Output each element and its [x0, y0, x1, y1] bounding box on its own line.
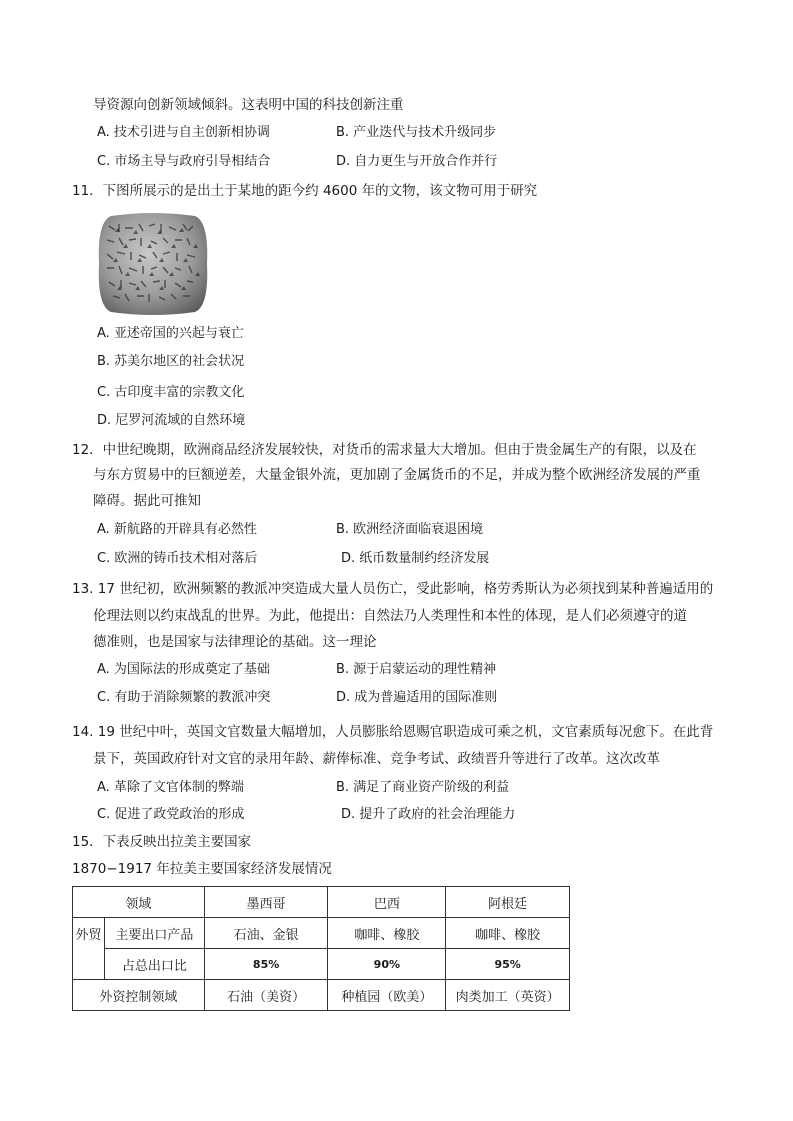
- table-row: [73, 949, 570, 980]
- q13-option-b: B. 源于启蒙运动的理性精神: [336, 662, 497, 677]
- q14-option-b: B. 满足了商业资产阶级的利益: [336, 780, 510, 795]
- q11-option-d: D. 尼罗河流域的自然环境: [97, 413, 246, 428]
- header-country: 阿根廷: [446, 887, 570, 918]
- table-row: [73, 980, 570, 1011]
- table-cell: 咖啡、橡胶: [328, 918, 446, 949]
- header-country: 墨西哥: [204, 887, 328, 918]
- q12-stem-line1: 12．中世纪晚期，欧洲商品经济发展较快，对货币的需求量大大增加。但由于贵金属生产的有限，以及在: [72, 442, 697, 458]
- table-cell: 石油、金银: [204, 918, 328, 949]
- table-cell: 种植园（欧美）: [328, 980, 446, 1011]
- q13-stem-line1: 13. 17 世纪初，欧洲频繁的教派冲突造成大量人员伤亡，受此影响，格劳秀斯认为必须找到某种普遍适用的: [72, 581, 714, 597]
- q12-stem-line3: 障碍。据此可推知: [93, 493, 201, 509]
- trade-group-label: 外贸: [73, 918, 105, 980]
- q10-option-a: A. 技术引进与自主创新相协调: [97, 125, 270, 140]
- table-cell: 95%: [446, 949, 570, 980]
- q13-option-d: D. 成为普遍适用的国际准则: [336, 690, 498, 705]
- row-label: 外资控制领域: [73, 980, 205, 1011]
- q11-stem: 11．下图所展示的是出土于某地的距今约 4600 年的文物，该文物可用于研究: [72, 183, 538, 199]
- header-field: 领域: [73, 887, 205, 918]
- q11-option-a: A. 亚述帝国的兴起与衰亡: [97, 326, 244, 341]
- q11-option-b: B. 苏美尔地区的社会状况: [97, 354, 245, 369]
- row-label: 占总出口比: [104, 949, 204, 980]
- cuneiform-tablet-image: [97, 212, 209, 316]
- table-row: [73, 918, 570, 949]
- table-cell: 肉类加工（英资）: [446, 980, 570, 1011]
- q13-stem-line2: 伦理法则以约束战乱的世界。为此，他提出：自然法乃人类理性和本性的体现，是人们必须遵守的道: [93, 608, 687, 624]
- q10-option-b: B. 产业迭代与技术升级同步: [336, 125, 497, 140]
- table-cell: 85%: [204, 949, 328, 980]
- q13-option-a: A. 为国际法的形成奠定了基础: [97, 662, 270, 677]
- q10-option-d: D. 自力更生与开放合作并行: [336, 154, 498, 169]
- table-cell: 咖啡、橡胶: [446, 918, 570, 949]
- q12-option-d: D. 纸币数量制约经济发展: [341, 551, 490, 566]
- q13-stem-line3: 德准则，也是国家与法律理论的基础。这一理论: [93, 634, 377, 650]
- q14-option-a: A. 革除了文官体制的弊端: [97, 780, 244, 795]
- table-cell: 90%: [328, 949, 446, 980]
- q15-stem: 15．下表反映出拉美主要国家: [72, 834, 252, 850]
- table-cell: 石油（美资）: [204, 980, 328, 1011]
- q11-option-c: C. 古印度丰富的宗教文化: [97, 385, 245, 400]
- table-header-row: [73, 887, 570, 918]
- q14-option-c: C. 促进了政党政治的形成: [97, 807, 245, 822]
- q12-option-b: B. 欧洲经济面临衰退困境: [336, 522, 484, 537]
- q14-stem-line1: 14. 19 世纪中叶，英国文官数量大幅增加，人员膨胀给恩赐官职造成可乘之机，文官素质每况愈下。在此背: [72, 724, 714, 740]
- q12-stem-line2: 与东方贸易中的巨额逆差，大量金银外流，更加剧了金属货币的不足，并成为整个欧洲经济发展的严重: [93, 467, 701, 483]
- q12-option-c: C. 欧洲的铸币技术相对落后: [97, 551, 258, 566]
- q13-option-c: C. 有助于消除频繁的教派冲突: [97, 690, 271, 705]
- intro-line: 导资源向创新领域倾斜。这表明中国的科技创新注重: [93, 97, 404, 113]
- q15-table-title: 1870−1917 年拉美主要国家经济发展情况: [72, 861, 332, 877]
- q14-option-d: D. 提升了政府的社会治理能力: [341, 807, 516, 822]
- q10-option-c: C. 市场主导与政府引导相结合: [97, 154, 271, 169]
- economy-table: [72, 886, 570, 1011]
- row-label: 主要出口产品: [104, 918, 204, 949]
- header-country: 巴西: [328, 887, 446, 918]
- q14-stem-line2: 景下，英国政府针对文官的录用年龄、薪俸标准、竞争考试、政绩晋升等进行了改革。这次改革: [93, 751, 660, 767]
- q12-option-a: A. 新航路的开辟具有必然性: [97, 522, 257, 537]
